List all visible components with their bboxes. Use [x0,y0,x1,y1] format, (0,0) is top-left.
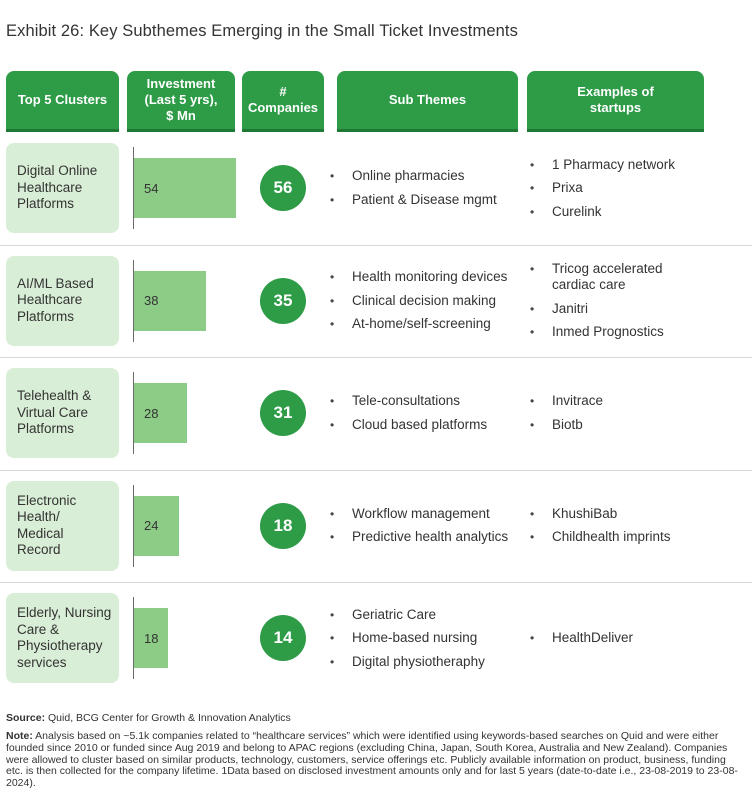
companies-count-badge: 56 [260,165,306,211]
companies-count-badge: 31 [260,390,306,436]
subtheme-item: • Home-based nursing [330,630,485,646]
subthemes-list [330,269,507,340]
investment-bar [134,158,236,218]
subtheme-item: • Digital physiotheraphy [330,654,485,670]
subtheme-item: • Geriatric Care [330,607,485,623]
subtheme-item: • Online pharmacies [330,168,497,184]
startup-item: • Inmed Prognostics [530,324,664,340]
investment-value: 28 [144,405,159,421]
companies-count-badge: 14 [260,615,306,661]
cluster-label: Electronic Health/ Medical Record [6,481,119,571]
investment-value: 54 [144,180,159,196]
startup-item: • Prixa [530,180,675,196]
investment-value: 24 [144,518,159,533]
investment-bar [134,496,179,556]
subtheme-item: • Predictive health analytics [330,529,508,545]
subtheme-item: • Patient & Disease mgmt [330,192,497,208]
header-subthemes: Sub Themes [337,71,518,129]
row-separator [0,582,752,583]
note-label: Note: [6,730,33,742]
startups-list [530,261,664,348]
subtheme-item: • Workflow management [330,506,508,522]
startup-item: • Curelink [530,204,675,220]
subthemes-list [330,506,508,553]
subthemes-list [330,393,487,440]
startup-item: • Childhealth imprints [530,529,671,545]
investment-bar [134,608,168,668]
startups-list [530,630,633,654]
subtheme-item: • At-home/self-screening [330,316,507,332]
subtheme-item: • Tele-consultations [330,393,487,409]
investment-value: 38 [144,293,159,308]
companies-count-badge: 35 [260,278,306,324]
startup-item: • HealthDeliver [530,630,633,646]
investment-value: 18 [144,630,159,646]
cluster-label: Digital Online Healthcare Platforms [6,143,119,233]
header-clusters: Top 5 Clusters [6,71,119,129]
subthemes-list [330,168,497,215]
subtheme-item: • Clinical decision making [330,293,507,309]
startup-item: • KhushiBab [530,506,671,522]
companies-count-badge: 18 [260,503,306,549]
subtheme-item: • Health monitoring devices [330,269,507,285]
source-label: Source: [6,712,46,724]
startup-item: • Biotb [530,417,603,433]
row-separator [0,470,752,471]
row-separator [0,357,752,358]
subthemes-list [330,607,485,678]
source-note [6,712,291,724]
subtheme-item: • Cloud based platforms [330,417,487,433]
cluster-label: AI/ML Based Healthcare Platforms [6,256,119,346]
startups-list [530,393,603,440]
startup-item: • Janitri [530,301,664,317]
footnote [6,731,744,790]
header-investment: Investment (Last 5 yrs), $ Mn [127,71,235,129]
cluster-label: Elderly, Nursing Care & Physiotherapy services [6,593,119,683]
investment-bar [134,271,206,331]
note-text: Analysis based on ~5.1k companies related to “healthcare services” which were identified using keywords-based searches on Quid and were either founded since 2010 or funded since Aug 2019 and belong to APAC regions (excluding China, Japan, South Korea, Australia and New Zealand). Companies were allowed to cluster based on similar products, technology, customers, service offerings etc. Publicly available information on product, business, funding etc. is then collected for the company lifetime. 1Data based on disclosed investment amounts only and for last 5 years (date-to-date i.e., 23-08-2019 to 23-08-2024). [6,730,738,790]
investment-bar [134,383,187,443]
row-separator [0,245,752,246]
startups-list [530,157,675,228]
cluster-label: Telehealth & Virtual Care Platforms [6,368,119,458]
source-text: Quid, BCG Center for Growth & Innovation Analytics [45,712,291,724]
header-startups: Examples of startups [527,71,704,129]
header-companies: # Companies [242,71,324,129]
startups-list [530,506,671,553]
exhibit-title: Exhibit 26: Key Subthemes Emerging in the Small Ticket Investments [6,22,518,40]
startup-item: • Tricog accelerated cardiac care [530,261,664,293]
startup-item: • 1 Pharmacy network [530,157,675,173]
startup-item: • Invitrace [530,393,603,409]
